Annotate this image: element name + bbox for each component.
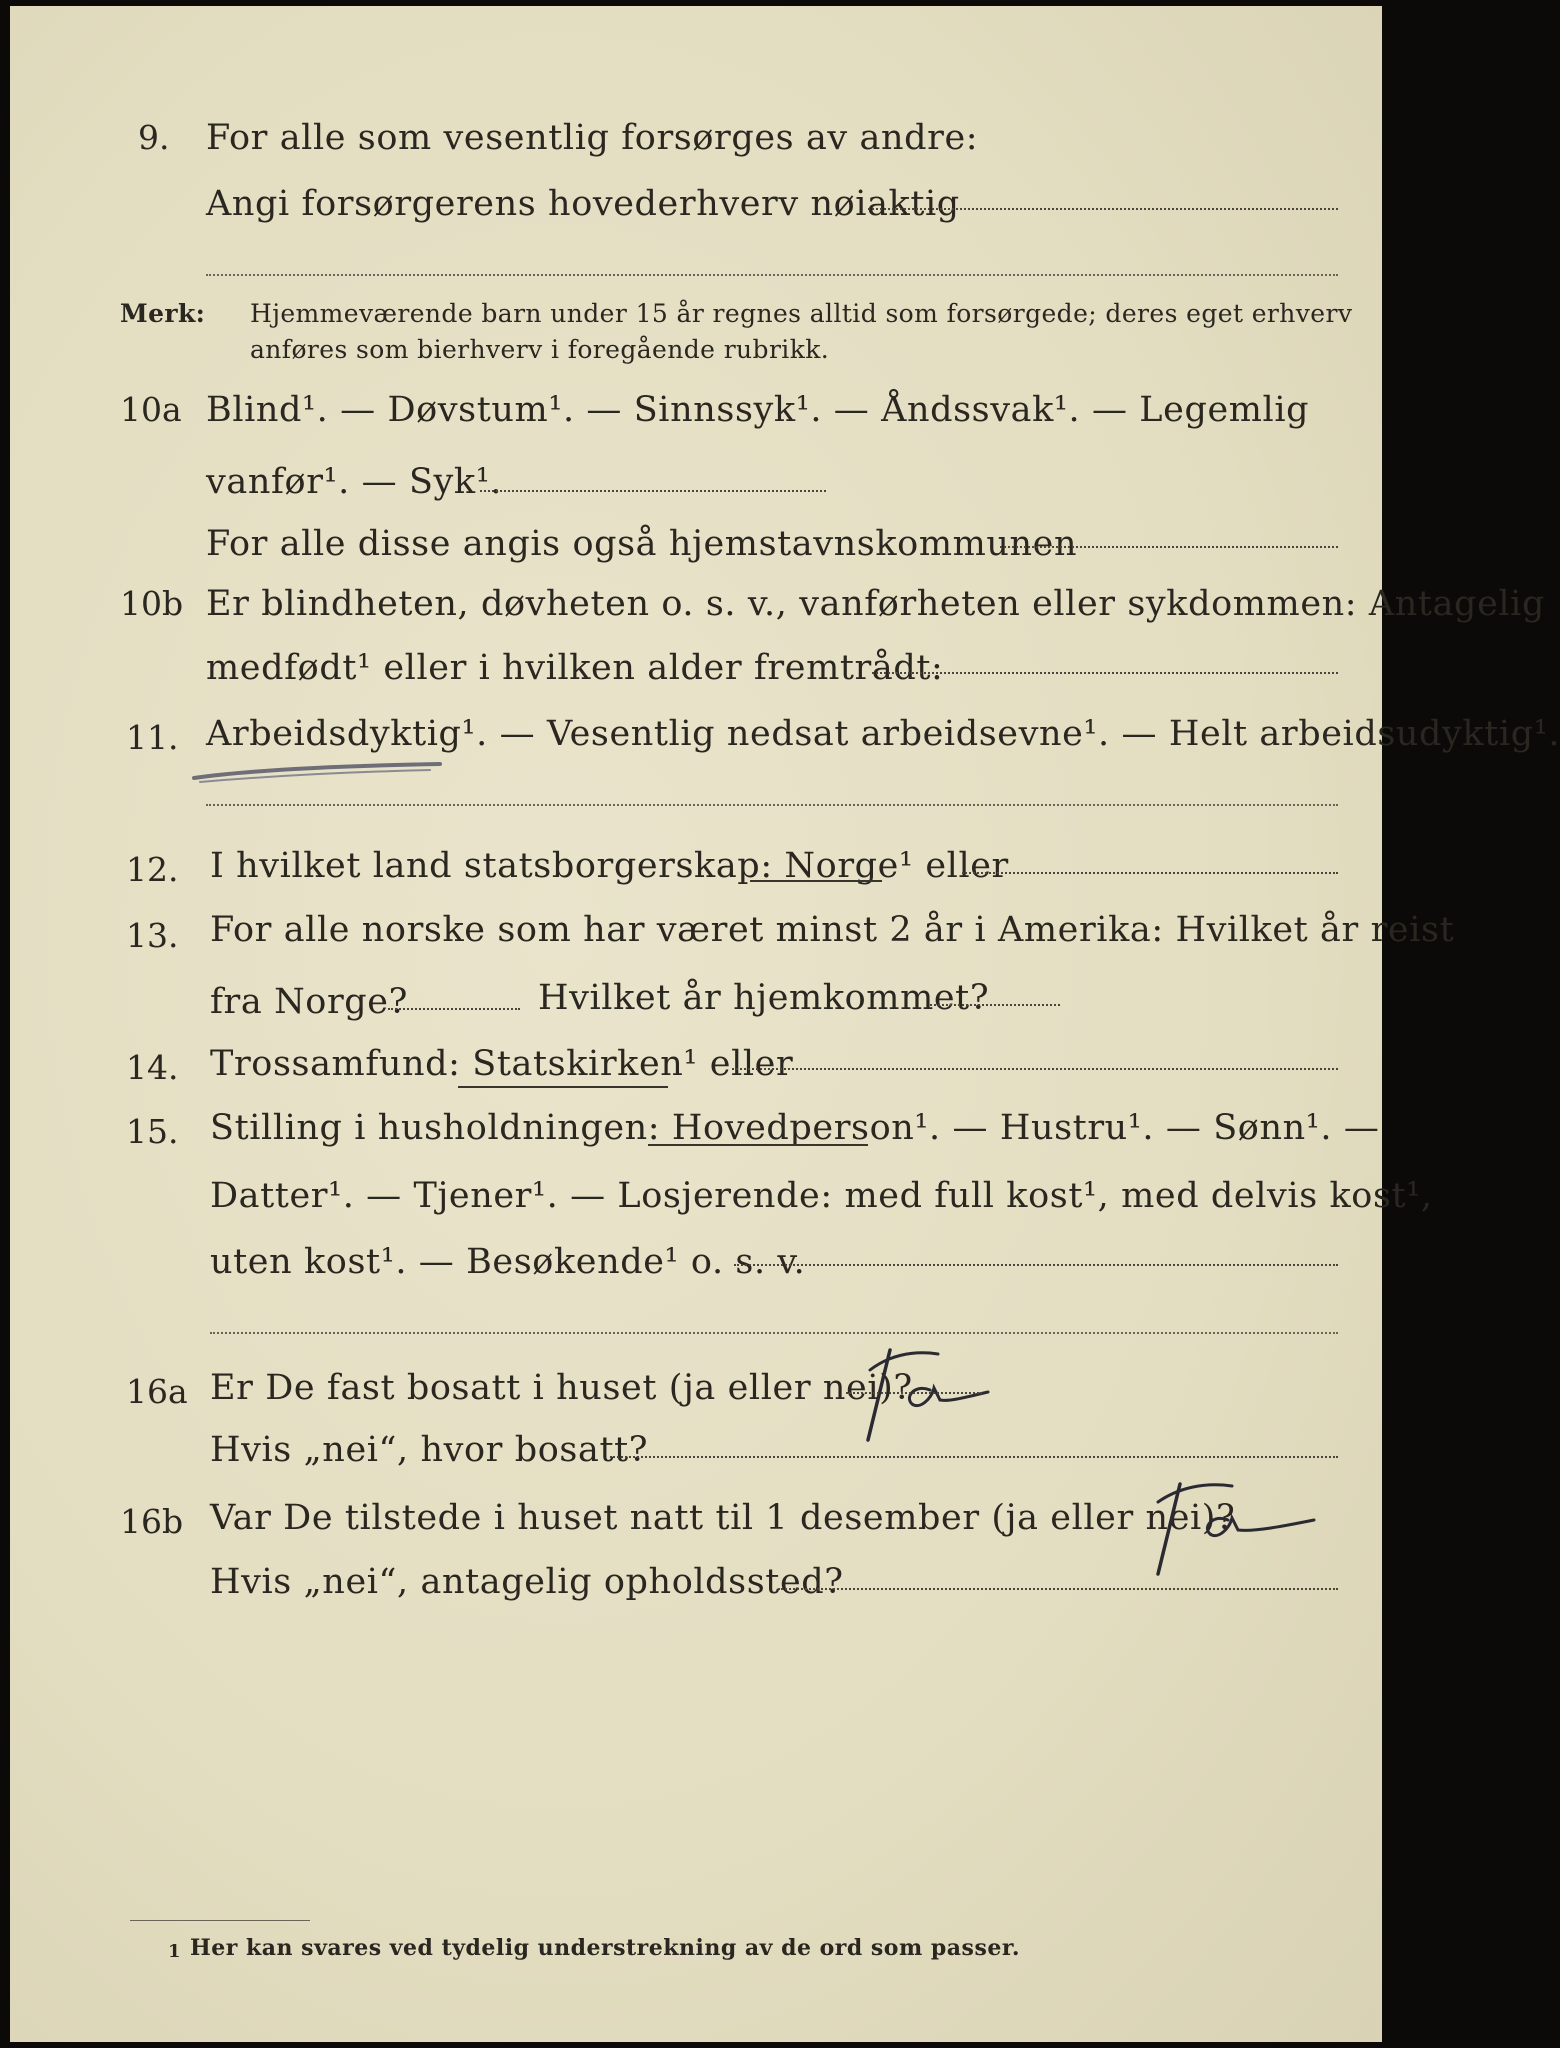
- q14-number: 14.: [126, 1048, 179, 1087]
- q10b-line2: medfødt¹ eller i hvilken alder fremtrådt:: [206, 648, 944, 688]
- q9-line2: Angi forsørgerens hovederhverv nøiaktig: [206, 184, 960, 224]
- footnote-rule: [130, 1920, 310, 1921]
- q16a-line2: Hvis „nei“, hvor bosatt?: [210, 1430, 649, 1470]
- census-form-page: [10, 6, 1560, 2042]
- q13-number: 13.: [126, 916, 179, 955]
- q15-extra-line: [210, 1332, 1338, 1334]
- q11-number: 11.: [126, 718, 179, 757]
- footnote-mark: 1: [168, 1941, 182, 1962]
- merk-label: Merk:: [120, 299, 206, 328]
- q16a-answer-line: [846, 1392, 982, 1394]
- q14-statskirken-underline: [458, 1086, 668, 1088]
- q12-norge-underline: [750, 880, 882, 882]
- q13-year-returned-line: [930, 1004, 1060, 1006]
- q15-line2: Datter¹. — Tjener¹. — Losjerende: med full kost¹, med delvis kost¹,: [210, 1176, 1433, 1216]
- q10a-answer-line: [480, 490, 826, 492]
- q10a-line1: Blind¹. — Døvstum¹. — Sinnssyk¹. — Åndssvak¹. — Legemlig: [206, 390, 1310, 430]
- q16b-number: 16b: [120, 1502, 184, 1541]
- q16a-where-line: [610, 1456, 1338, 1458]
- q14-line1: Trossamfund: Statskirken¹ eller: [210, 1044, 794, 1084]
- footnote-text: Her kan svares ved tydelig understrekning av de ord som passer.: [190, 1935, 1021, 1961]
- q16a-answer-ja: [860, 1342, 1000, 1452]
- q16b-line2: Hvis „nei“, antagelig opholdssted?: [210, 1562, 844, 1602]
- q10a-line2: vanfør¹. — Syk¹.: [206, 462, 503, 502]
- q12-line1: I hvilket land statsborgerskap: Norge¹ eller: [210, 846, 1009, 886]
- q15-line3: uten kost¹. — Besøkende¹ o. s. v.: [210, 1242, 806, 1282]
- q11-extra-line: [206, 804, 1338, 806]
- q15-line1: Stilling i husholdningen: Hovedperson¹. — Hustru¹. — Sønn¹. —: [210, 1108, 1380, 1148]
- q10a-number: 10a: [120, 390, 182, 429]
- q11-pencil-underline: [190, 756, 450, 786]
- q9-number: 9.: [138, 118, 170, 157]
- q13-line2a: fra Norge?: [210, 982, 408, 1022]
- q10a-kommune-line: [1000, 546, 1338, 548]
- merk-line1: Hjemmeværende barn under 15 år regnes alltid som forsørgede; deres eget erhverv: [250, 299, 1353, 328]
- q9-line1: For alle som vesentlig forsørges av andre:: [206, 118, 979, 158]
- q13-line1: For alle norske som har været minst 2 år i Amerika: Hvilket år reist: [210, 910, 1455, 950]
- q10b-line1: Er blindheten, døvheten o. s. v., vanførheten eller sykdommen: Antagelig: [206, 584, 1545, 624]
- q16a-line1: Er De fast bosatt i huset (ja eller nei)?: [210, 1368, 913, 1408]
- q11-line1: Arbeidsdyktig¹. — Vesentlig nedsat arbeidsevne¹. — Helt arbeidsudyktig¹.: [206, 714, 1560, 754]
- q9-extra-line: [206, 274, 1338, 276]
- q16b-answer-ja: [1144, 1476, 1324, 1586]
- q12-answer-line: [962, 872, 1338, 874]
- q10a-line3: For alle disse angis også hjemstavnskommunen: [206, 524, 1078, 564]
- q16b-where-line: [778, 1588, 1338, 1590]
- q14-answer-line: [732, 1068, 1338, 1070]
- merk-line2: anføres som bierhverv i foregående rubrikk.: [250, 335, 830, 364]
- q16a-number: 16a: [126, 1372, 188, 1411]
- q13-year-left-line: [388, 1008, 520, 1010]
- q15-answer-line: [734, 1264, 1338, 1266]
- q16b-line1: Var De tilstede i huset natt til 1 desember (ja eller nei)?: [210, 1498, 1236, 1538]
- q10b-answer-line: [872, 672, 1338, 674]
- q15-number: 15.: [126, 1112, 179, 1151]
- q12-number: 12.: [126, 850, 179, 889]
- q13-line2b: Hvilket år hjemkommet?: [538, 978, 990, 1018]
- q10b-number: 10b: [120, 584, 184, 623]
- q9-answer-line: [868, 208, 1338, 210]
- q15-hovedperson-underline: [648, 1144, 868, 1146]
